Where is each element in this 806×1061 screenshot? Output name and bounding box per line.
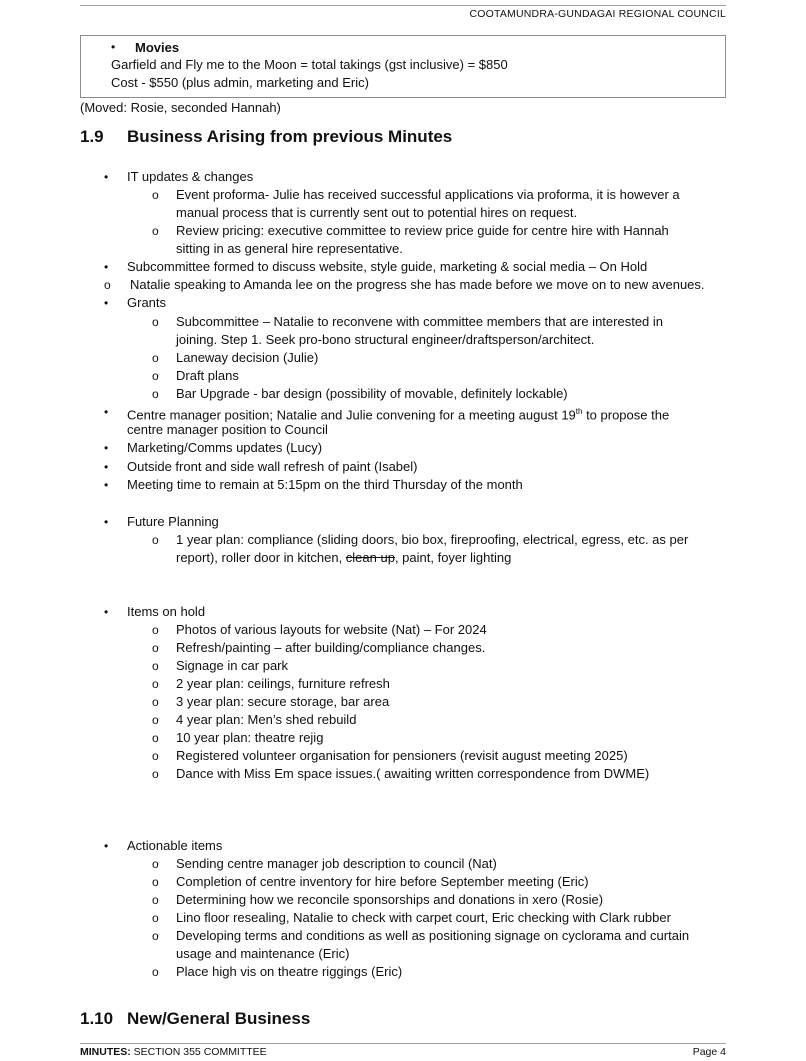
bullet-marker: •: [104, 460, 109, 474]
action-item: Place high vis on theatre riggings (Eric): [176, 964, 403, 979]
footer-label: MINUTES:: [80, 1046, 131, 1058]
action-item: Developing terms and conditions as well as positioning signage on cyclorama and curtain: [176, 928, 690, 943]
movies-cost: Cost - $550 (plus admin, marketing and Eric): [111, 75, 369, 90]
superscript-th: th: [575, 407, 583, 416]
section-title: New/General Business: [127, 1009, 311, 1028]
hold-item: Registered volunteer organisation for pensioners (revisit august meeting 2025): [176, 748, 628, 763]
future-planning-label: Future Planning: [127, 514, 219, 529]
hold-item: Photos of various layouts for website (Nat) – For 2024: [176, 622, 487, 637]
header-organisation: COOTAMUNDRA-GUNDAGAI REGIONAL COUNCIL: [469, 8, 726, 20]
bullet-marker: •: [104, 260, 109, 274]
section-number: 1.9: [80, 127, 104, 146]
movies-box: [80, 35, 726, 98]
it-updates-label: IT updates & changes: [127, 169, 254, 184]
footer-committee: [80, 1046, 267, 1058]
subcommittee-item: Subcommittee formed to discuss website, style guide, marketing & social media – On Hold: [127, 259, 648, 274]
hold-item: 4 year plan: Men’s shed rebuild: [176, 712, 357, 727]
circle-marker: o: [104, 278, 111, 292]
hold-item: 3 year plan: secure storage, bar area: [176, 694, 390, 709]
circle-marker: o: [152, 731, 159, 745]
action-item-continued: usage and maintenance (Eric): [176, 946, 350, 961]
future-plan-line1: 1 year plan: compliance (sliding doors, bio box, fireproofing, electrical, egress, etc. as per: [176, 532, 689, 547]
it-pricing-line1: Review pricing: executive committee to review price guide for centre hire with Hannah: [176, 223, 669, 238]
actionable-items-label: Actionable items: [127, 838, 223, 853]
circle-marker: o: [152, 713, 159, 727]
bullet-marker: •: [104, 839, 109, 853]
circle-marker: o: [152, 875, 159, 889]
circle-marker: o: [152, 315, 159, 329]
items-on-hold-label: Items on hold: [127, 604, 206, 619]
section-title: Business Arising from previous Minutes: [127, 127, 453, 146]
natalie-amanda-item: Natalie speaking to Amanda lee on the progress she has made before we move on to new avenues.: [130, 277, 705, 292]
bullet-marker: •: [104, 170, 109, 184]
bullet-marker: •: [111, 40, 116, 54]
circle-marker: o: [152, 659, 159, 673]
circle-marker: o: [152, 224, 159, 238]
it-pricing-line2: sitting in as general hire representative.: [176, 241, 403, 256]
circle-marker: o: [152, 188, 159, 202]
moved-seconded: (Moved: Rosie, seconded Hannah): [80, 100, 281, 115]
future-plan-text-b: , paint, foyer lighting: [394, 550, 512, 565]
hold-item: 2 year plan: ceilings, furniture refresh: [176, 676, 390, 691]
circle-marker: o: [152, 893, 159, 907]
circle-marker: o: [152, 965, 159, 979]
action-item: Lino floor resealing, Natalie to check with carpet court, Eric checking with Clark rubber: [176, 910, 671, 925]
grants-subcommittee-line1: Subcommittee – Natalie to reconvene with committee members that are interested in: [176, 314, 664, 329]
grants-bar-upgrade: Bar Upgrade - bar design (possibility of movable, definitely lockable): [176, 386, 568, 401]
it-proforma-line2: manual process that is currently sent out to potential hires on request.: [176, 205, 578, 220]
it-proforma-line1: Event proforma- Julie has received successful applications via proforma, it is however a: [176, 187, 680, 202]
footer-text: SECTION 355 COMMITTEE: [130, 1046, 267, 1058]
movies-title: Movies: [135, 40, 180, 55]
action-item: Completion of centre inventory for hire before September meeting (Eric): [176, 874, 589, 889]
hold-item: Refresh/painting – after building/compliance changes.: [176, 640, 486, 655]
circle-marker: o: [152, 351, 159, 365]
grants-label: Grants: [127, 295, 167, 310]
section-number: 1.10: [80, 1009, 114, 1028]
centre-manager-text-a: Centre manager position; Natalie and Julie convening for a meeting august 19: [127, 407, 576, 423]
circle-marker: o: [152, 911, 159, 925]
circle-marker: o: [152, 749, 159, 763]
hold-item: Dance with Miss Em space issues.( awaiting written correspondence from DWME): [176, 766, 650, 781]
circle-marker: o: [152, 623, 159, 637]
hold-item: 10 year plan: theatre rejig: [176, 730, 324, 745]
bullet-marker: •: [104, 515, 109, 529]
grants-subcommittee-line2: joining. Step 1. Seek pro-bono structural engineer/draftsperson/architect.: [176, 332, 595, 347]
circle-marker: o: [152, 533, 159, 547]
circle-marker: o: [152, 695, 159, 709]
movies-takings: Garfield and Fly me to the Moon = total takings (gst inclusive) = $850: [111, 57, 508, 72]
circle-marker: o: [152, 387, 159, 401]
footer-rule: [80, 1043, 726, 1044]
bullet-marker: •: [104, 405, 109, 419]
circle-marker: o: [152, 929, 159, 943]
circle-marker: o: [152, 369, 159, 383]
bullet-marker: •: [104, 296, 109, 310]
circle-marker: o: [152, 677, 159, 691]
header-rule: [80, 5, 726, 6]
future-plan-text-a: report), roller door in kitchen,: [176, 550, 346, 565]
meeting-time-item: Meeting time to remain at 5:15pm on the third Thursday of the month: [127, 477, 523, 492]
bullet-marker: •: [104, 441, 109, 455]
action-item: Sending centre manager job description to council (Nat): [176, 856, 497, 871]
circle-marker: o: [152, 857, 159, 871]
marketing-item: Marketing/Comms updates (Lucy): [127, 440, 323, 455]
circle-marker: o: [152, 767, 159, 781]
centre-manager-text-b: to propose the: [582, 407, 670, 423]
page-number: Page 4: [692, 1046, 726, 1058]
action-item: Determining how we reconcile sponsorships and donations in xero (Rosie): [176, 892, 604, 907]
circle-marker: o: [152, 641, 159, 655]
struck-text: clean up: [345, 550, 395, 565]
future-plan-line2: [176, 549, 726, 567]
grants-laneway: Laneway decision (Julie): [176, 350, 319, 365]
bullet-marker: •: [104, 478, 109, 492]
bullet-marker: •: [104, 605, 109, 619]
centre-manager-line2: centre manager position to Council: [127, 422, 328, 437]
grants-draft-plans: Draft plans: [176, 368, 239, 383]
paint-item: Outside front and side wall refresh of paint (Isabel): [127, 459, 418, 474]
hold-item: Signage in car park: [176, 658, 289, 673]
